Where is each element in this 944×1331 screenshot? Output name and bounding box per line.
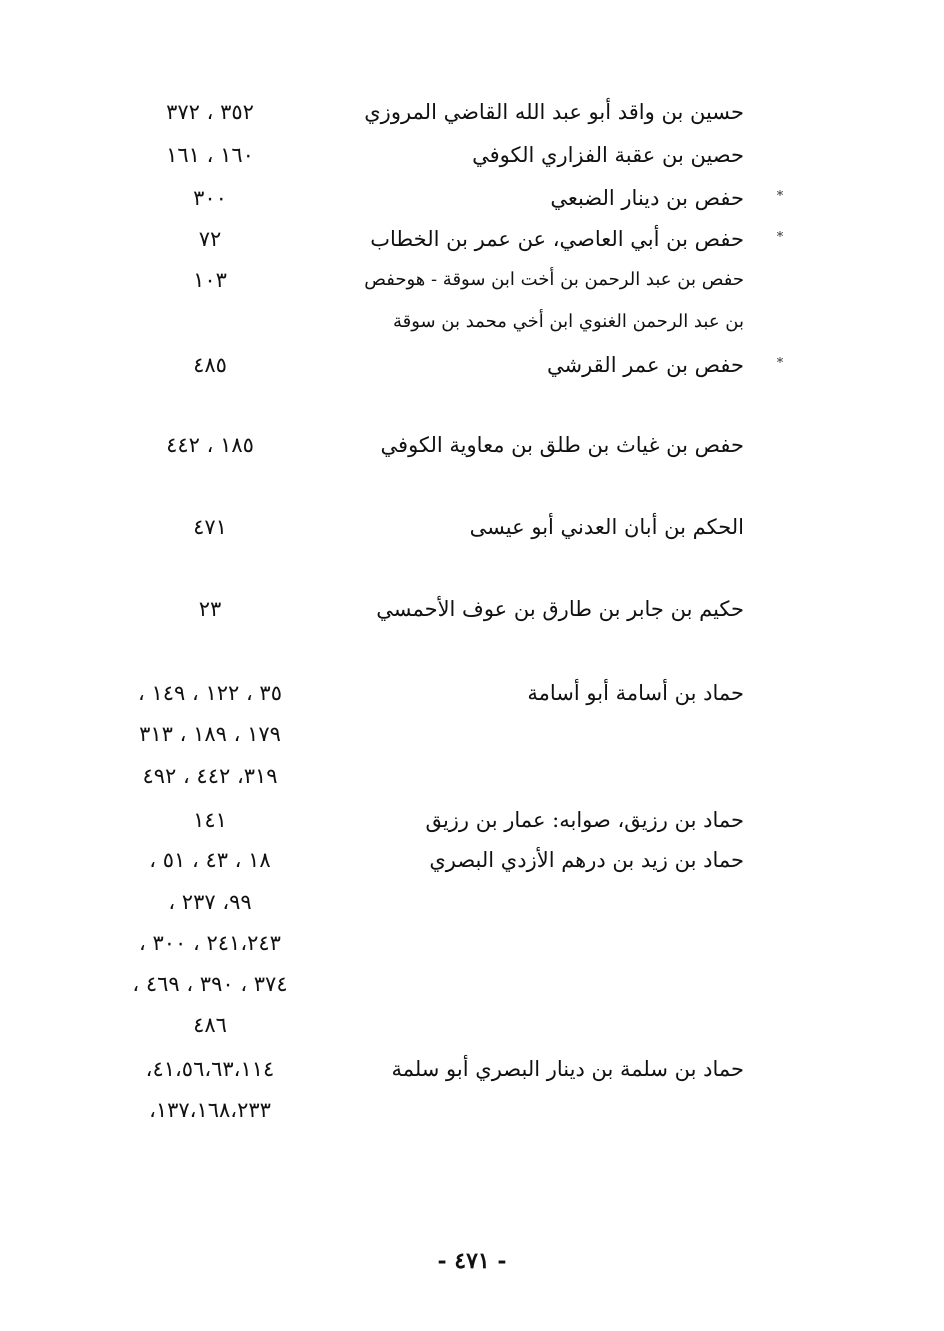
entry-name: حفص بن أبي العاصي، عن عمر بن الخطاب — [370, 227, 744, 251]
entry-pages: ١٨٥ ، ٤٤٢ — [166, 433, 254, 457]
asterisk-icon — [772, 432, 788, 456]
entry-name: حسين بن واقد أبو عبد الله القاضي المروزي — [364, 100, 744, 124]
asterisk-icon — [772, 99, 788, 123]
asterisk-icon — [772, 267, 788, 291]
asterisk-icon — [772, 930, 788, 954]
index-entry — [0, 803, 944, 843]
entry-pages: ٣٥٢ ، ٣٧٢ — [166, 100, 254, 124]
asterisk-icon — [772, 889, 788, 913]
asterisk-icon — [772, 596, 788, 620]
index-entry — [0, 428, 944, 468]
entry-pages: ٢٤١،٢٤٣ ، ٣٠٠ ، — [139, 931, 281, 955]
entry-name: حفص بن عمر القرشي — [547, 353, 744, 377]
entry-pages: ٣٧٤ ، ٣٩٠ ، ٤٦٩ ، — [132, 972, 288, 996]
asterisk-icon: * — [776, 356, 784, 371]
index-entry — [0, 592, 944, 632]
entry-name: حكيم بن جابر بن طارق بن عوف الأحمسي — [376, 597, 744, 621]
index-entry-continuation — [0, 967, 944, 1007]
entry-name: الحكم بن أبان العدني أبو عيسى — [469, 515, 744, 539]
index-entry-continuation — [0, 926, 944, 966]
entry-name: حفص بن دينار الضبعي — [550, 186, 744, 210]
index-entry — [0, 1052, 944, 1092]
index-entry — [0, 510, 944, 550]
index-entry — [0, 95, 944, 135]
entry-pages: ٧٢ — [198, 227, 222, 251]
entry-pages: ١٤١ — [193, 808, 227, 832]
index-entry — [0, 676, 944, 716]
asterisk-icon — [772, 309, 788, 333]
entry-name: حماد بن سلمة بن دينار البصري أبو سلمة — [391, 1057, 744, 1081]
entry-name: حصين بن عقبة الفزاري الكوفي — [472, 143, 744, 167]
asterisk-icon — [772, 1056, 788, 1080]
entry-pages: ٩٩، ٢٣٧ ، — [168, 890, 252, 914]
asterisk-icon — [772, 680, 788, 704]
asterisk-icon — [772, 763, 788, 787]
page-number: - ٤٧١ - — [437, 1248, 507, 1274]
entry-pages: ١٧٩ ، ١٨٩ ، ٣١٣ — [139, 722, 281, 746]
asterisk-icon — [772, 971, 788, 995]
entry-pages: ٢٣ — [198, 597, 222, 621]
asterisk-icon — [772, 807, 788, 831]
index-entry — [0, 263, 944, 303]
entry-name: حفص بن عبد الرحمن بن أخت ابن سوقة - هوحفص — [364, 269, 744, 290]
index-entry — [0, 222, 944, 262]
entry-name: حفص بن غياث بن طلق بن معاوية الكوفي — [380, 433, 744, 457]
asterisk-icon — [772, 847, 788, 871]
asterisk-icon — [772, 142, 788, 166]
entry-name: حماد بن زيد بن درهم الأزدي البصري — [429, 848, 744, 872]
index-entry-continuation — [0, 759, 944, 799]
asterisk-icon — [772, 721, 788, 745]
entry-pages: ٤١،٥٦،٦٣،١١٤، — [145, 1057, 275, 1081]
entry-name: حماد بن رزيق، صوابه: عمار بن رزيق — [425, 808, 744, 832]
entry-pages: ٣٠٠ — [193, 186, 227, 210]
entry-pages: ٣١٩، ٤٤٢ ، ٤٩٢ — [142, 764, 278, 788]
asterisk-icon — [772, 1012, 788, 1036]
asterisk-icon — [772, 1097, 788, 1121]
asterisk-icon — [772, 514, 788, 538]
index-entry — [0, 181, 944, 221]
entry-name: بن عبد الرحمن الغنوي ابن أخي محمد بن سوقة — [392, 311, 744, 332]
asterisk-icon: * — [776, 189, 784, 204]
entry-pages: ٣٥ ، ١٢٢ ، ١٤٩ ، — [138, 681, 282, 705]
entry-pages: ٤٧١ — [193, 515, 227, 539]
entry-pages: ٤٨٥ — [193, 353, 227, 377]
entry-pages: ١٦٠ ، ١٦١ — [166, 143, 254, 167]
entry-name: حماد بن أسامة أبو أسامة — [527, 681, 744, 705]
index-entry-continuation — [0, 1008, 944, 1048]
index-entry-continuation — [0, 885, 944, 925]
index-entry — [0, 138, 944, 178]
index-entry-continuation — [0, 305, 944, 345]
entry-pages: ١٨ ، ٤٣ ، ٥١ ، — [149, 848, 271, 872]
asterisk-icon: * — [776, 230, 784, 245]
index-entry-continuation — [0, 1093, 944, 1133]
entry-pages: ٤٨٦ — [193, 1013, 227, 1037]
entry-pages: ١٣٧،١٦٨،٢٣٣، — [149, 1098, 271, 1122]
entry-pages: ١٠٣ — [193, 268, 227, 292]
index-entry — [0, 348, 944, 388]
index-entry-continuation — [0, 717, 944, 757]
index-entry — [0, 843, 944, 883]
